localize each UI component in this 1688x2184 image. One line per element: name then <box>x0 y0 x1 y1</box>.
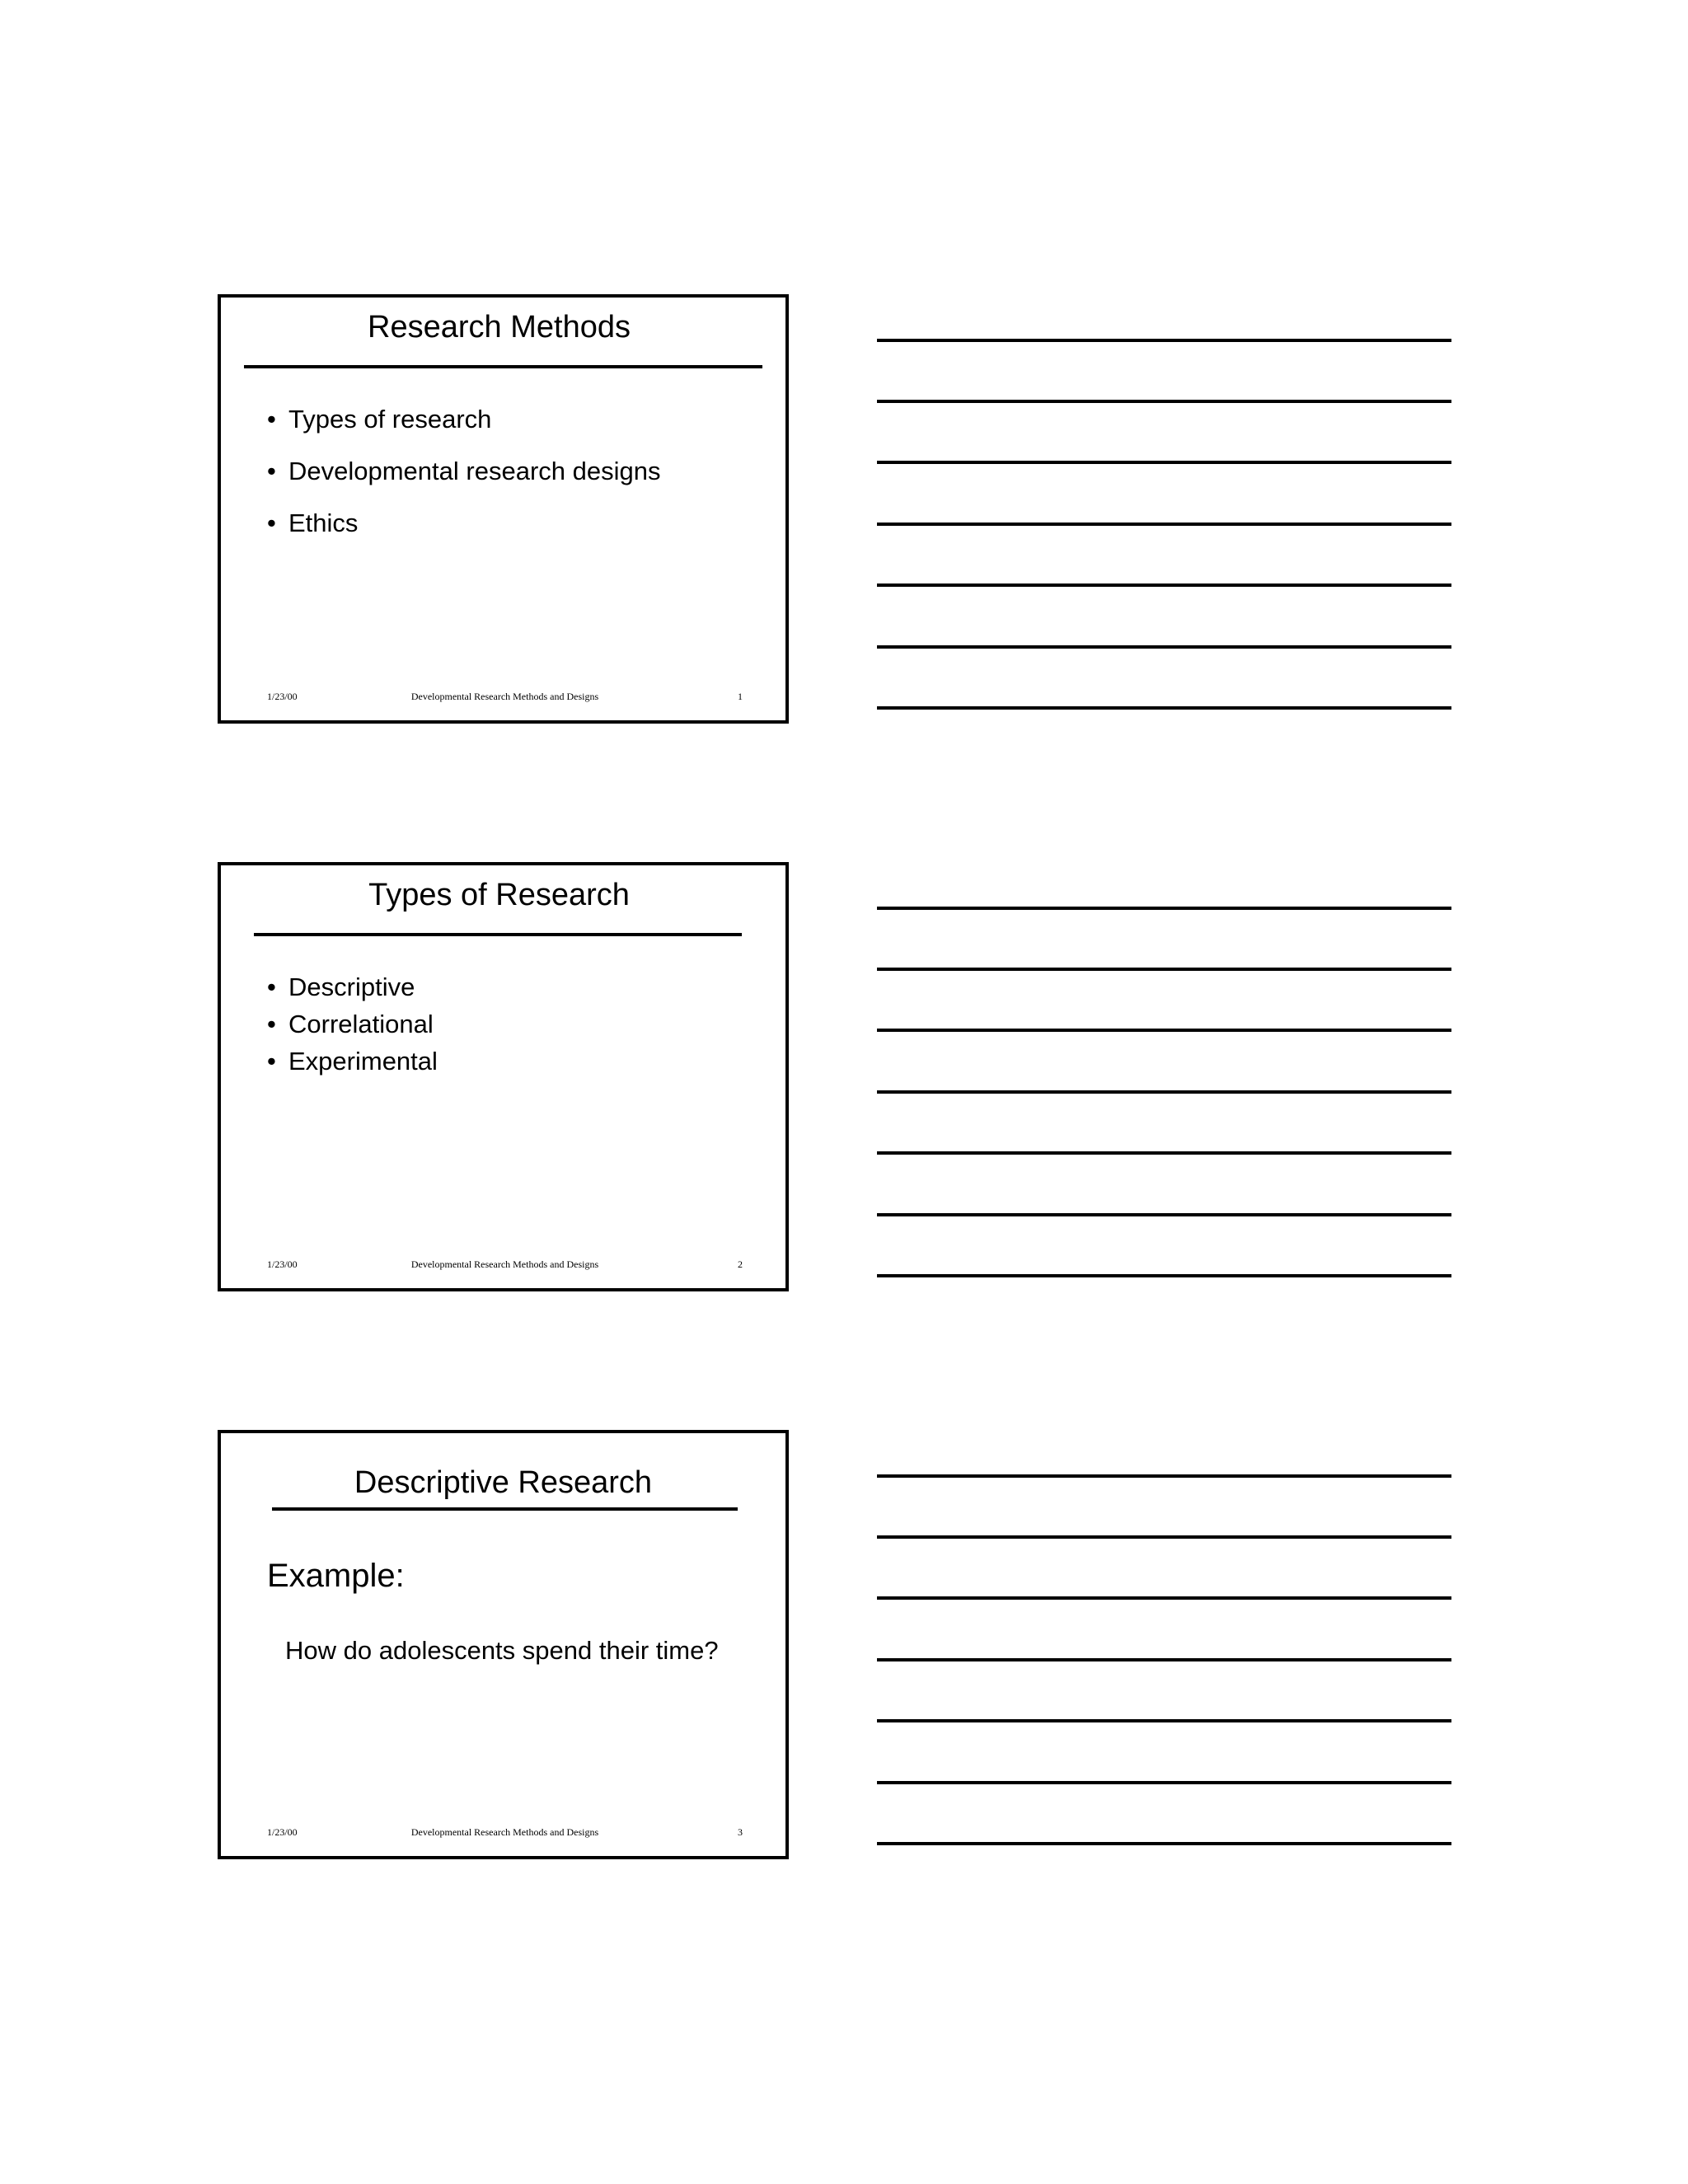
title-underline <box>272 1507 738 1511</box>
slide-title: Research Methods <box>368 310 631 344</box>
example-text: How do adolescents spend their time? <box>285 1636 719 1665</box>
slide-title: Types of Research <box>368 878 630 912</box>
note-line <box>877 1596 1451 1600</box>
title-underline <box>254 933 742 936</box>
note-line <box>877 1719 1451 1722</box>
note-line <box>877 1274 1451 1277</box>
slide-number: 1 <box>738 691 743 702</box>
title-underline <box>244 365 762 368</box>
footer-date: 1/23/00 <box>267 1826 298 1838</box>
slide-1 <box>218 294 789 724</box>
note-line <box>877 583 1451 587</box>
footer-title: Developmental Research Methods and Designs <box>410 691 599 702</box>
footer-date: 1/23/00 <box>267 691 298 702</box>
note-line <box>877 645 1451 649</box>
bullet-item: • Descriptive <box>267 972 438 1002</box>
bullet-item: • Types of research <box>267 405 660 434</box>
bullet-list <box>267 972 438 1084</box>
note-line <box>877 400 1451 403</box>
bullet-item: • Ethics <box>267 509 660 538</box>
note-line <box>877 1535 1451 1539</box>
note-line <box>877 523 1451 526</box>
footer-title: Developmental Research Methods and Designs <box>410 1258 599 1270</box>
note-line <box>877 461 1451 464</box>
note-line <box>877 1029 1451 1032</box>
slide-title: Descriptive Research <box>354 1465 653 1500</box>
note-line <box>877 706 1451 710</box>
slide-footer <box>267 690 743 703</box>
note-line <box>877 1151 1451 1155</box>
slide-2 <box>218 862 789 1291</box>
bullet-item: • Correlational <box>267 1010 438 1039</box>
slide-3 <box>218 1430 789 1859</box>
slide-footer <box>267 1258 743 1271</box>
bullet-list <box>267 405 660 560</box>
example-label: Example: <box>267 1558 405 1594</box>
bullet-item: • Experimental <box>267 1047 438 1076</box>
note-line <box>877 1474 1451 1478</box>
note-line <box>877 1842 1451 1845</box>
note-line <box>877 968 1451 971</box>
note-line <box>877 1658 1451 1661</box>
footer-title: Developmental Research Methods and Designs <box>410 1826 599 1838</box>
bullet-item: • Developmental research designs <box>267 457 660 486</box>
note-line <box>877 339 1451 342</box>
note-line <box>877 1213 1451 1216</box>
slide-number: 3 <box>738 1826 743 1838</box>
note-line <box>877 1781 1451 1784</box>
note-line <box>877 1090 1451 1094</box>
slide-number: 2 <box>738 1258 743 1270</box>
note-line <box>877 907 1451 910</box>
slide-footer <box>267 1825 743 1839</box>
footer-date: 1/23/00 <box>267 1258 298 1270</box>
